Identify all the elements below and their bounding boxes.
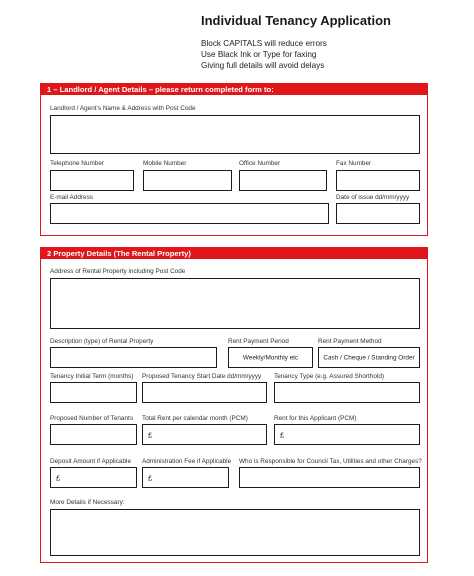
rent-applicant-label: Rent for this Applicant (PCM): [274, 415, 357, 422]
email-field[interactable]: [50, 203, 329, 224]
property-description-field[interactable]: [50, 347, 217, 368]
mobile-label: Mobile Number: [143, 160, 187, 167]
section-header: 2 Property Details (The Rental Property): [41, 248, 427, 259]
tenancy-type-field[interactable]: [274, 382, 420, 403]
rent-method-label: Rent Payment Method: [318, 338, 382, 345]
form-instructions: [201, 38, 327, 71]
property-address-label: Address of Rental Property including Post Code: [50, 268, 186, 275]
pound-sign: £: [56, 473, 61, 482]
property-description-label: Description (type) of Rental Property: [50, 338, 154, 345]
instruction-line: Use Black Ink or Type for faxing: [201, 50, 317, 59]
num-tenants-label: Proposed Number of Tenants: [50, 415, 134, 422]
property-details-section: [40, 247, 428, 563]
admin-fee-label: Administration Fee if Applicable: [142, 458, 232, 465]
rent-applicant-field[interactable]: [274, 424, 420, 445]
telephone-field[interactable]: [50, 170, 134, 191]
tenancy-type-label: Tenancy Type (e.g. Assured Shorthold): [274, 373, 385, 380]
start-date-field[interactable]: [142, 382, 267, 403]
rent-method-field[interactable]: [318, 347, 420, 368]
rent-method-hint: Cash / Cheque / Standing Order: [323, 354, 415, 361]
section-header: 1 – Landlord / Agent Details – please return completed form to:: [41, 84, 427, 95]
mobile-field[interactable]: [143, 170, 232, 191]
rent-period-label: Rent Payment Period: [228, 338, 289, 345]
fax-label: Fax Number: [336, 160, 372, 167]
rent-period-hint: Weekly/Monthly etc: [242, 354, 299, 361]
pound-sign: £: [148, 473, 153, 482]
num-tenants-field[interactable]: [50, 424, 137, 445]
more-details-label: More Details if Necessary:: [50, 499, 125, 506]
office-field[interactable]: [239, 170, 327, 191]
date-issue-field[interactable]: [336, 203, 420, 224]
name-address-field[interactable]: [50, 115, 420, 154]
initial-term-label: Tenancy Initial Term (months): [50, 373, 134, 380]
property-address-field[interactable]: [50, 278, 420, 329]
name-address-label: Landlord / Agent’s Name & Address with Post Code: [50, 105, 196, 112]
initial-term-field[interactable]: [50, 382, 137, 403]
email-label: E-mail Address: [50, 194, 93, 201]
date-issue-label: Date of issue dd/mm/yyyy: [336, 194, 410, 201]
pound-sign: £: [280, 430, 285, 439]
more-details-field[interactable]: [50, 509, 420, 556]
landlord-agent-section: [40, 83, 428, 236]
total-rent-label: Total Rent per calendar month (PCM): [142, 415, 248, 422]
deposit-field[interactable]: [50, 467, 137, 488]
rent-period-field[interactable]: [228, 347, 313, 368]
pound-sign: £: [148, 430, 153, 439]
instruction-line: Block CAPITALS will reduce errors: [201, 39, 327, 48]
office-label: Office Number: [239, 160, 281, 167]
council-tax-field[interactable]: [239, 467, 420, 488]
total-rent-field[interactable]: [142, 424, 267, 445]
admin-fee-field[interactable]: [142, 467, 229, 488]
telephone-label: Telephone Number: [50, 160, 104, 167]
council-tax-label: Who is Responsible for Council Tax, Utilities and other Charges?: [239, 458, 422, 465]
instruction-line: Giving full details will avoid delays: [201, 61, 325, 70]
fax-field[interactable]: [336, 170, 420, 191]
start-date-label: Proposed Tenancy Start Date dd/mm/yyyy: [142, 373, 262, 380]
form-title: Individual Tenancy Application: [201, 13, 391, 28]
deposit-label: Deposit Amount if Applicable: [50, 458, 131, 465]
